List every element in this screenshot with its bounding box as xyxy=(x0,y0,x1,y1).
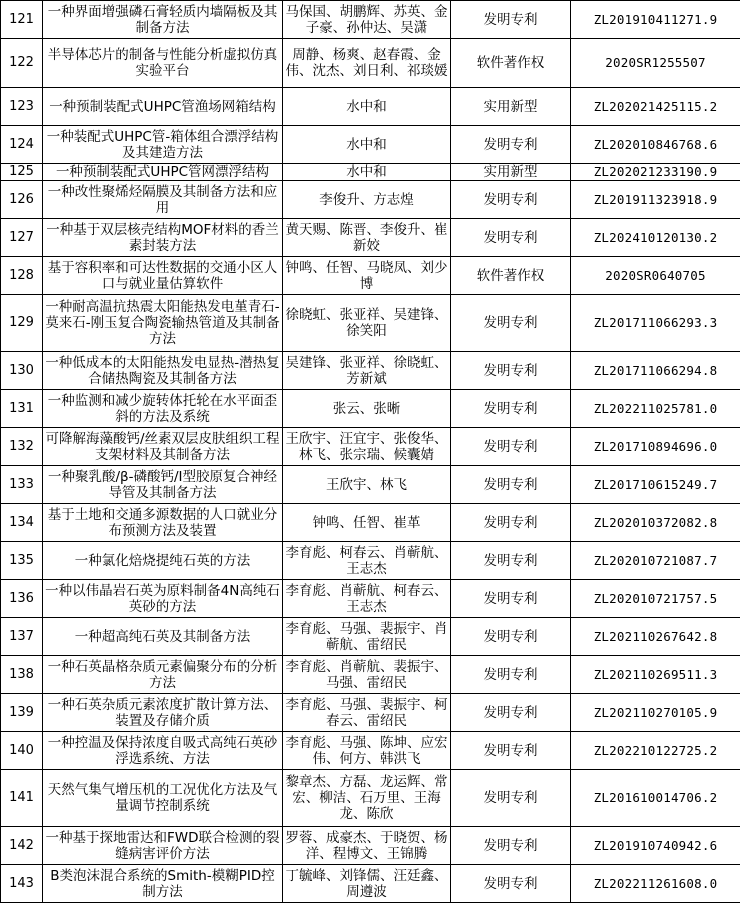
row-title: 一种界面增强磷石膏轻质内墙隔板及其制备方法 xyxy=(43,1,283,39)
row-number: 125 xyxy=(1,164,43,181)
row-title: 一种监测和减少旋转体托轮在水平面歪斜的方法及系统 xyxy=(43,390,283,428)
row-number: 141 xyxy=(1,770,43,827)
row-type: 发明专利 xyxy=(451,428,571,466)
row-patent-no: ZL202021233190.9 xyxy=(571,164,740,181)
row-type: 发明专利 xyxy=(451,181,571,219)
row-type: 发明专利 xyxy=(451,656,571,694)
row-number: 135 xyxy=(1,542,43,580)
row-authors: 吴建锋、张亚祥、徐晓虹、芳新斌 xyxy=(283,352,451,390)
row-authors: 徐晓虹、张亚祥、吴建锋、徐笑阳 xyxy=(283,295,451,352)
row-number: 133 xyxy=(1,466,43,504)
row-number: 139 xyxy=(1,694,43,732)
row-authors: 李育彪、马强、裴振宇、肖蕲航、雷绍民 xyxy=(283,618,451,656)
row-number: 138 xyxy=(1,656,43,694)
row-number: 128 xyxy=(1,257,43,295)
row-patent-no: ZL201910411271.9 xyxy=(571,1,740,39)
row-title: 可降解海藻酸钙/丝素双层皮肤组织工程支架材料及其制备方法 xyxy=(43,428,283,466)
row-type: 发明专利 xyxy=(451,390,571,428)
row-authors: 钟鸣、任智、崔革 xyxy=(283,504,451,542)
row-title: 一种预制装配式UHPC管网漂浮结构 xyxy=(43,164,283,181)
row-type: 发明专利 xyxy=(451,466,571,504)
row-type: 发明专利 xyxy=(451,504,571,542)
table-row xyxy=(1,865,740,903)
row-title: 一种改性聚烯烃隔膜及其制备方法和应用 xyxy=(43,181,283,219)
table-row xyxy=(1,390,740,428)
row-title: 一种预制装配式UHPC管渔场网箱结构 xyxy=(43,88,283,126)
row-type: 软件著作权 xyxy=(451,39,571,88)
row-patent-no: ZL201910740942.6 xyxy=(571,827,740,865)
row-type: 发明专利 xyxy=(451,865,571,903)
row-patent-no: ZL202110269511.3 xyxy=(571,656,740,694)
row-title: 一种基于双层核壳结构MOF材料的香兰素封装方法 xyxy=(43,219,283,257)
row-title: 一种石英晶格杂质元素偏聚分布的分析方法 xyxy=(43,656,283,694)
table-row xyxy=(1,88,740,126)
row-number: 124 xyxy=(1,126,43,164)
row-authors: 黎章杰、方磊、龙运辉、常宏、柳洁、石万里、王海龙、陈欣 xyxy=(283,770,451,827)
row-type: 发明专利 xyxy=(451,219,571,257)
row-title: 一种耐高温抗热震太阳能热发电堇青石-莫来石-刚玉复合陶瓷输热管道及其制备方法 xyxy=(43,295,283,352)
table-row xyxy=(1,164,740,181)
row-type: 发明专利 xyxy=(451,352,571,390)
row-authors: 水中和 xyxy=(283,88,451,126)
row-title: 一种以伟晶岩石英为原料制备4N高纯石英砂的方法 xyxy=(43,580,283,618)
row-title: 一种石英杂质元素浓度扩散计算方法、装置及存储介质 xyxy=(43,694,283,732)
row-patent-no: 2020SR0640705 xyxy=(571,257,740,295)
row-title: 一种装配式UHPC管-箱体组合漂浮结构及其建造方法 xyxy=(43,126,283,164)
row-authors: 李育彪、马强、裴振宇、柯春云、雷绍民 xyxy=(283,694,451,732)
row-title: B类泡沫混合系统的Smith-模糊PID控制方法 xyxy=(43,865,283,903)
row-number: 130 xyxy=(1,352,43,390)
table-row xyxy=(1,504,740,542)
row-authors: 周静、杨爽、赵春霞、金伟、沈杰、刘日利、祁琰媛 xyxy=(283,39,451,88)
row-authors: 马保国、胡鹏辉、苏英、金子豪、孙仲达、吴潇 xyxy=(283,1,451,39)
row-authors: 黄天赐、陈晋、李俊升、崔新姣 xyxy=(283,219,451,257)
row-patent-no: ZL202410120130.2 xyxy=(571,219,740,257)
row-title: 基于容积率和可达性数据的交通小区人口与就业量估算软件 xyxy=(43,257,283,295)
table-row xyxy=(1,352,740,390)
row-number: 121 xyxy=(1,1,43,39)
table-row xyxy=(1,580,740,618)
row-title: 一种超高纯石英及其制备方法 xyxy=(43,618,283,656)
table-row xyxy=(1,126,740,164)
row-patent-no: ZL201911323918.9 xyxy=(571,181,740,219)
row-type: 发明专利 xyxy=(451,126,571,164)
row-number: 137 xyxy=(1,618,43,656)
row-patent-no: ZL202021425115.2 xyxy=(571,88,740,126)
patent-table-body xyxy=(1,1,740,903)
table-row xyxy=(1,656,740,694)
row-authors: 李俊升、方志煌 xyxy=(283,181,451,219)
row-number: 127 xyxy=(1,219,43,257)
row-number: 126 xyxy=(1,181,43,219)
row-type: 软件著作权 xyxy=(451,257,571,295)
row-authors: 水中和 xyxy=(283,164,451,181)
table-row xyxy=(1,1,740,39)
table-row xyxy=(1,181,740,219)
row-patent-no: ZL202210122725.2 xyxy=(571,732,740,770)
row-number: 123 xyxy=(1,88,43,126)
row-number: 131 xyxy=(1,390,43,428)
row-type: 发明专利 xyxy=(451,542,571,580)
row-number: 134 xyxy=(1,504,43,542)
row-title: 一种基于探地雷达和FWD联合检测的裂缝病害评价方法 xyxy=(43,827,283,865)
table-row xyxy=(1,542,740,580)
row-patent-no: ZL202010846768.6 xyxy=(571,126,740,164)
row-patent-no: ZL202211025781.0 xyxy=(571,390,740,428)
row-authors: 钟鸣、任智、马晓凤、刘少博 xyxy=(283,257,451,295)
row-number: 140 xyxy=(1,732,43,770)
table-row xyxy=(1,428,740,466)
row-authors: 王欣宇、林飞 xyxy=(283,466,451,504)
row-title: 一种聚乳酸/β-磷酸钙/I型胶原复合神经导管及其制备方法 xyxy=(43,466,283,504)
row-patent-no: ZL201710615249.7 xyxy=(571,466,740,504)
row-patent-no: ZL202010372082.8 xyxy=(571,504,740,542)
row-authors: 李育彪、柯春云、肖蕲航、王志杰 xyxy=(283,542,451,580)
row-authors: 王欣宇、汪宜宇、张俊华、林飞、张宗瑞、候囊婧 xyxy=(283,428,451,466)
row-patent-no: ZL202110267642.8 xyxy=(571,618,740,656)
row-patent-no: ZL201711066294.8 xyxy=(571,352,740,390)
row-title: 天然气集气增压机的工况优化方法及气量调节控制系统 xyxy=(43,770,283,827)
row-patent-no: ZL202010721087.7 xyxy=(571,542,740,580)
row-title: 一种低成本的太阳能热发电显热-潜热复合储热陶瓷及其制备方法 xyxy=(43,352,283,390)
row-number: 132 xyxy=(1,428,43,466)
row-authors: 丁毓峰、刘锋儒、汪廷鑫、周遵波 xyxy=(283,865,451,903)
row-authors: 张云、张晰 xyxy=(283,390,451,428)
row-type: 发明专利 xyxy=(451,618,571,656)
row-type: 发明专利 xyxy=(451,694,571,732)
row-patent-no: ZL202010721757.5 xyxy=(571,580,740,618)
row-title: 基于土地和交通多源数据的人口就业分布预测方法及装置 xyxy=(43,504,283,542)
row-title: 一种控温及保持浓度自吸式高纯石英砂浮选系统、方法 xyxy=(43,732,283,770)
row-number: 122 xyxy=(1,39,43,88)
table-row xyxy=(1,618,740,656)
row-number: 142 xyxy=(1,827,43,865)
row-patent-no: ZL201710894696.0 xyxy=(571,428,740,466)
row-patent-no: ZL202211261608.0 xyxy=(571,865,740,903)
row-title: 一种氯化焙烧提纯石英的方法 xyxy=(43,542,283,580)
row-type: 发明专利 xyxy=(451,827,571,865)
table-row xyxy=(1,770,740,827)
table-row xyxy=(1,295,740,352)
row-patent-no: ZL202110270105.9 xyxy=(571,694,740,732)
row-type: 发明专利 xyxy=(451,1,571,39)
row-authors: 李育彪、马强、陈坤、应宏伟、何方、韩洪飞 xyxy=(283,732,451,770)
row-type: 发明专利 xyxy=(451,295,571,352)
table-row xyxy=(1,694,740,732)
row-number: 136 xyxy=(1,580,43,618)
row-type: 发明专利 xyxy=(451,580,571,618)
table-row xyxy=(1,257,740,295)
table-row xyxy=(1,732,740,770)
table-row xyxy=(1,39,740,88)
row-type: 实用新型 xyxy=(451,88,571,126)
row-patent-no: ZL201610014706.2 xyxy=(571,770,740,827)
row-number: 129 xyxy=(1,295,43,352)
row-authors: 水中和 xyxy=(283,126,451,164)
table-row xyxy=(1,466,740,504)
row-authors: 罗蓉、成豪杰、于晓贺、杨洋、程博文、王锦腾 xyxy=(283,827,451,865)
row-authors: 李育彪、肖蕲航、柯春云、王志杰 xyxy=(283,580,451,618)
row-type: 实用新型 xyxy=(451,164,571,181)
row-title: 半导体芯片的制备与性能分析虚拟仿真实验平台 xyxy=(43,39,283,88)
table-row xyxy=(1,827,740,865)
row-number: 143 xyxy=(1,865,43,903)
row-patent-no: ZL201711066293.3 xyxy=(571,295,740,352)
row-authors: 李育彪、肖蕲航、裴振宇、马强、雷绍民 xyxy=(283,656,451,694)
table-row xyxy=(1,219,740,257)
row-type: 发明专利 xyxy=(451,770,571,827)
row-type: 发明专利 xyxy=(451,732,571,770)
row-patent-no: 2020SR1255507 xyxy=(571,39,740,88)
